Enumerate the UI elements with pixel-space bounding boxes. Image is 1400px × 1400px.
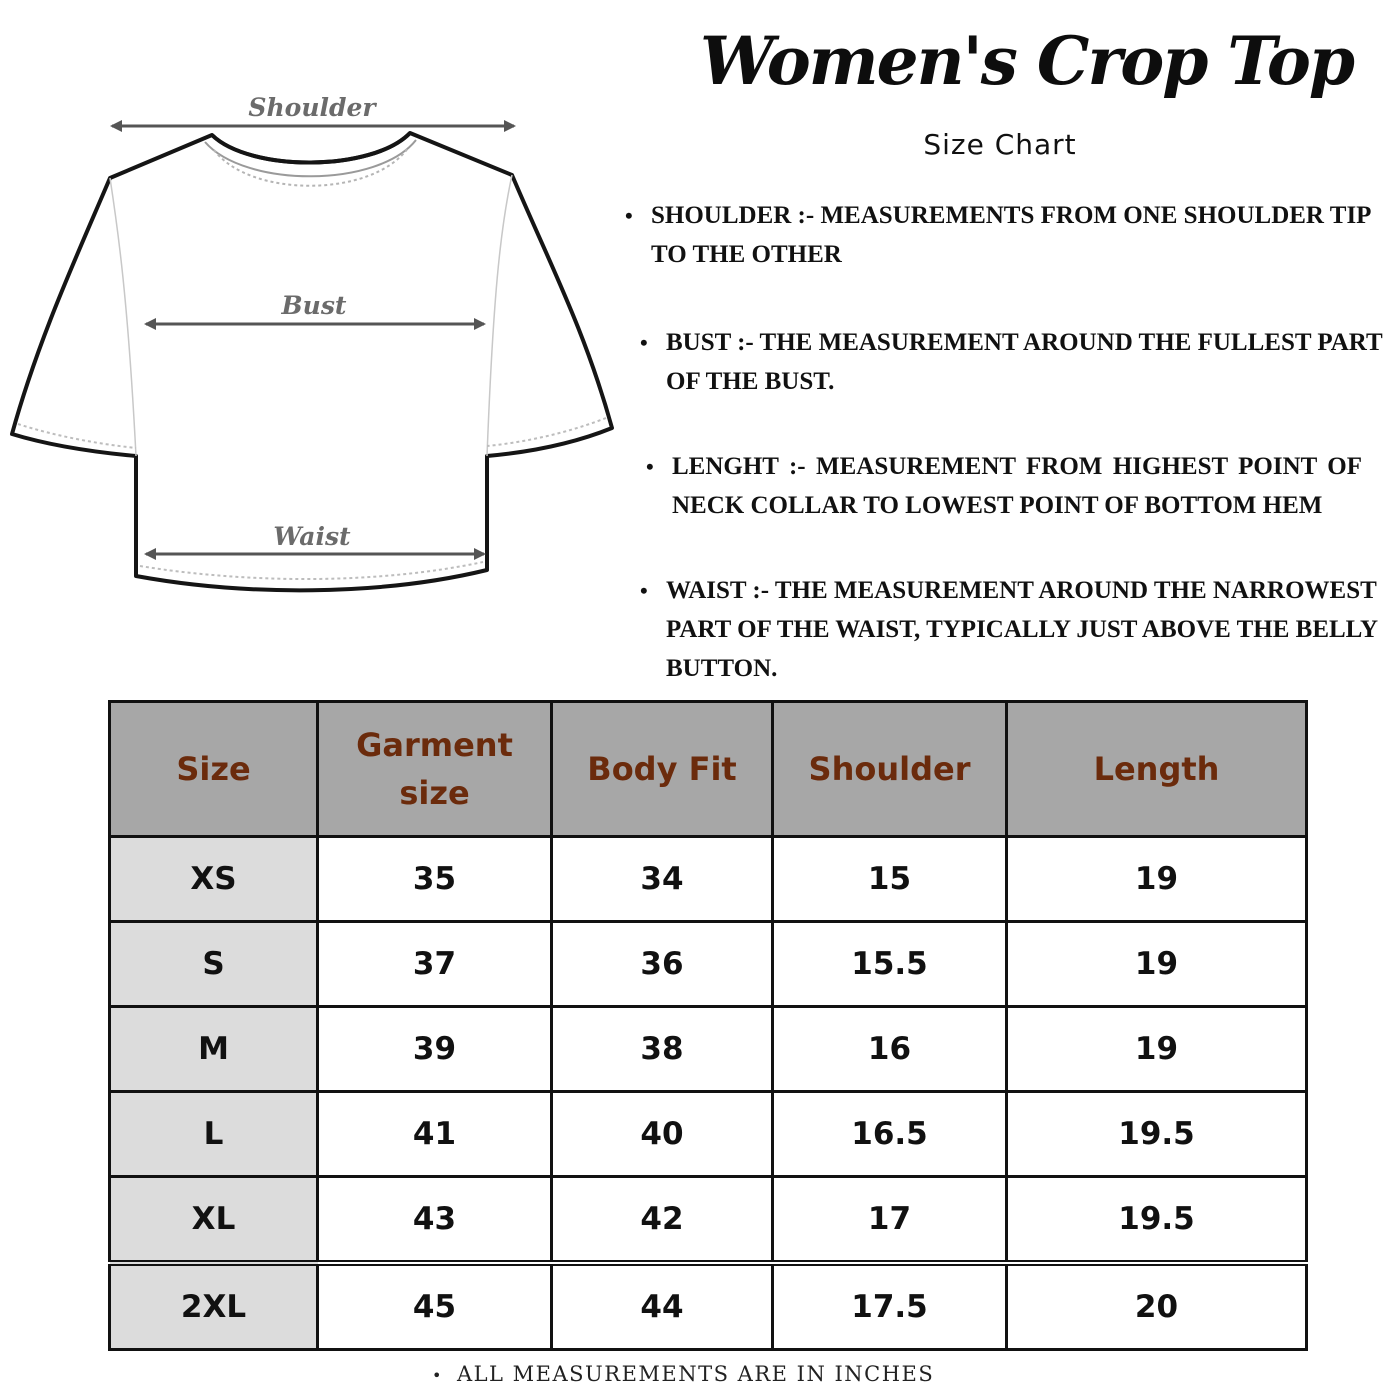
garment-size-cell: 43 bbox=[318, 1177, 552, 1264]
definition-item bbox=[640, 323, 1391, 401]
table-row bbox=[110, 837, 1307, 922]
size-cell: XS bbox=[110, 837, 318, 922]
shoulder-label: Shoulder bbox=[248, 93, 376, 122]
column-header-body-fit: Body Fit bbox=[552, 702, 773, 837]
length-cell: 20 bbox=[1007, 1263, 1307, 1350]
column-header-length: Length bbox=[1007, 702, 1307, 837]
definition-text: LENGHT :- MEASUREMENT FROM HIGHEST POINT OF NECK COLLAR TO LOWEST POINT OF BOTTOM HEM bbox=[672, 453, 1362, 519]
length-cell: 19 bbox=[1007, 922, 1307, 1007]
column-header-size: Size bbox=[110, 702, 318, 837]
definition-text: WAIST :- THE MEASUREMENT AROUND THE NARROWEST PART OF THE WAIST, TYPICALLY JUST ABOVE THE BELLY BUTTON. bbox=[666, 577, 1378, 682]
waist-label: Waist bbox=[273, 522, 351, 551]
body-fit-cell: 40 bbox=[552, 1092, 773, 1177]
table-row bbox=[110, 1007, 1307, 1092]
bullet-icon: • bbox=[640, 330, 648, 355]
bullet-icon: • bbox=[640, 578, 648, 603]
body-fit-cell: 34 bbox=[552, 837, 773, 922]
footnote-text: ALL MEASUREMENTS ARE IN INCHES bbox=[456, 1362, 935, 1386]
shoulder-cell: 15.5 bbox=[773, 922, 1007, 1007]
measurement-footnote bbox=[432, 1362, 992, 1386]
page-subtitle: Size Chart bbox=[923, 128, 1077, 161]
table-row bbox=[110, 1263, 1307, 1350]
bullet-icon: • bbox=[625, 203, 633, 228]
bullet-icon: • bbox=[646, 454, 654, 479]
bust-label: Bust bbox=[281, 291, 347, 320]
size-cell: M bbox=[110, 1007, 318, 1092]
size-cell: L bbox=[110, 1092, 318, 1177]
table-row bbox=[110, 922, 1307, 1007]
shoulder-cell: 17 bbox=[773, 1177, 1007, 1264]
definition-item bbox=[625, 196, 1386, 274]
length-cell: 19 bbox=[1007, 1007, 1307, 1092]
table-header-row bbox=[110, 702, 1307, 837]
definition-text: BUST :- THE MEASUREMENT AROUND THE FULLEST PART OF THE BUST. bbox=[666, 329, 1383, 395]
size-cell: XL bbox=[110, 1177, 318, 1264]
table-row bbox=[110, 1177, 1307, 1264]
shoulder-cell: 16 bbox=[773, 1007, 1007, 1092]
column-header-garment-size bbox=[318, 702, 552, 837]
body-fit-cell: 42 bbox=[552, 1177, 773, 1264]
body-fit-cell: 44 bbox=[552, 1263, 773, 1350]
definition-item bbox=[646, 447, 1362, 525]
size-cell: 2XL bbox=[110, 1263, 318, 1350]
definition-text: SHOULDER :- MEASUREMENTS FROM ONE SHOULDER TIP TO THE OTHER bbox=[651, 202, 1371, 268]
length-cell: 19.5 bbox=[1007, 1092, 1307, 1177]
crop-top-diagram bbox=[0, 0, 630, 620]
column-header-shoulder: Shoulder bbox=[773, 702, 1007, 837]
length-cell: 19.5 bbox=[1007, 1177, 1307, 1264]
length-cell: 19 bbox=[1007, 837, 1307, 922]
shoulder-cell: 17.5 bbox=[773, 1263, 1007, 1350]
size-cell: S bbox=[110, 922, 318, 1007]
column-header-garment-size-text: Garment size bbox=[356, 726, 513, 812]
shoulder-measure bbox=[112, 93, 514, 126]
table-row bbox=[110, 1092, 1307, 1177]
garment-size-cell: 39 bbox=[318, 1007, 552, 1092]
garment-size-cell: 41 bbox=[318, 1092, 552, 1177]
page-title: Women's Crop Top bbox=[700, 22, 1354, 100]
body-fit-cell: 38 bbox=[552, 1007, 773, 1092]
shoulder-cell: 15 bbox=[773, 837, 1007, 922]
bullet-icon: • bbox=[432, 1366, 443, 1385]
garment-size-cell: 45 bbox=[318, 1263, 552, 1350]
garment-size-cell: 35 bbox=[318, 837, 552, 922]
shoulder-cell: 16.5 bbox=[773, 1092, 1007, 1177]
garment-size-cell: 37 bbox=[318, 922, 552, 1007]
body-fit-cell: 36 bbox=[552, 922, 773, 1007]
definition-item bbox=[640, 571, 1391, 688]
size-chart-table bbox=[108, 700, 1308, 1351]
